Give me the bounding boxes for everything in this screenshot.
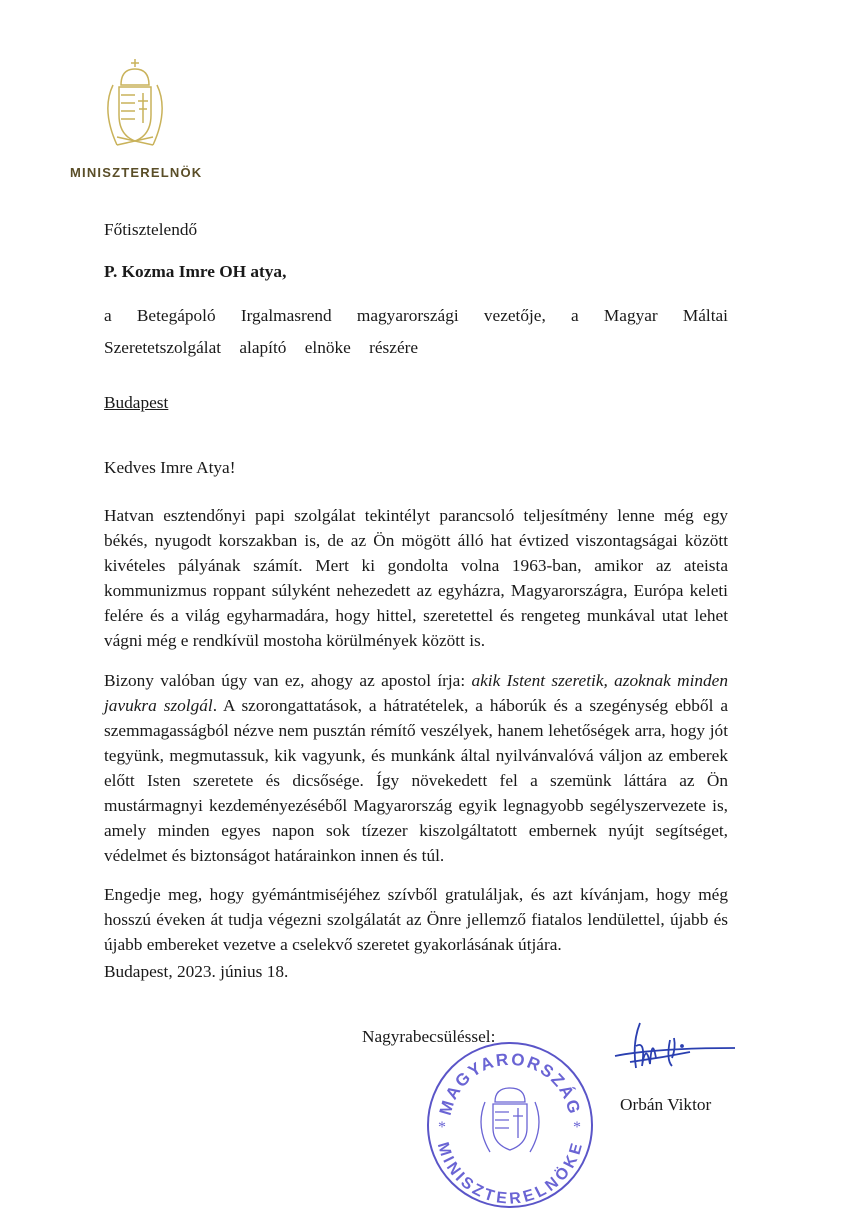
salutation-title: Főtisztelendő [104, 220, 198, 239]
svg-text:MINISZTERELNÖKE: MINISZTERELNÖKE [433, 1140, 587, 1208]
paragraph-2 [104, 668, 728, 868]
svg-text:*: * [438, 1119, 446, 1136]
paragraph-3: Engedje meg, hogy gyémántmiséjéhez szívből gratuláljak, és azt kívánjam, hogy még hosszú éveken át tudja végezni szolgálatát az Önre jellemző fiatalos lendülettel, újabb és újabb embereket vezetve a cselekvő szeretet gyakorlásának útjára. [104, 885, 728, 954]
office-title: MINISZTERELNÖK [70, 165, 203, 180]
svg-text:MAGYARORSZÁG: MAGYARORSZÁG [435, 1049, 585, 1118]
paragraph-1: Hatvan esztendőnyi papi szolgálat tekintélyt parancsoló teljesítmény lenne még egy békés, nyugodt korszakban is, de az Ön mögött álló hat évtized viszontagságai között kivételes pályának számít. Mert ki gondolta volna 1963-ban, amikor az ateista kommunizmus roppant súlyként nehezedett az egyházra, Magyarországra, Európa keleti felére és a világ egyharmadára, hogy hittel, szeretettel és rengeteg munkával utat lehet vágni még e rendkívül mostoha körülmények között is. [104, 506, 728, 650]
recipient-name: P. Kozma Imre OH atya, [104, 262, 287, 281]
recipient-city: Budapest [104, 393, 169, 412]
date-line: Budapest, 2023. június 18. [104, 962, 289, 981]
apostle-quote: akik Istent szeretik, azoknak minden javukra szolgál [104, 671, 728, 715]
greeting: Kedves Imre Atya! [104, 458, 236, 477]
svg-text:*: * [573, 1119, 581, 1136]
p2-text-end: . A szorongattatások, a hátratételek, a háborúk és a szegénység ebből a szemmagasságból nézve nem pusztán rémítő veszélyek, hanem lehetőségek arra, hogy jót tegyünk, megmutassuk, kik vagyunk, és munkánk által nyilvánvalóvá váljon az emberek előtt Isten szeretete és dicsősége. Így növekedett fel a szemünk láttára az Ön mustármagnyi kezdeményezéséből Magyarország egyik legnagyobb segélyszervezete is, amely minden egyes napon sok tízezer kiszolgáltatott embernek nyújt segítséget, védelmet és biztonságot határainkon innen és túl. [104, 696, 728, 865]
signature-icon [610, 1018, 740, 1078]
coat-of-arms-icon [95, 55, 175, 160]
official-stamp-icon [425, 1040, 595, 1210]
recipient-role: a Betegápoló Irgalmasrend magyarországi vezetője, a Magyar Máltai Szeretetszolgálat alapító elnöke részére [104, 306, 728, 357]
signatory-name: Orbán Viktor [620, 1095, 712, 1114]
p2-text-start: Bizony valóban úgy van ez, ahogy az apostol írja: [104, 671, 472, 690]
closing: Nagyrabecsüléssel: [362, 1027, 496, 1046]
